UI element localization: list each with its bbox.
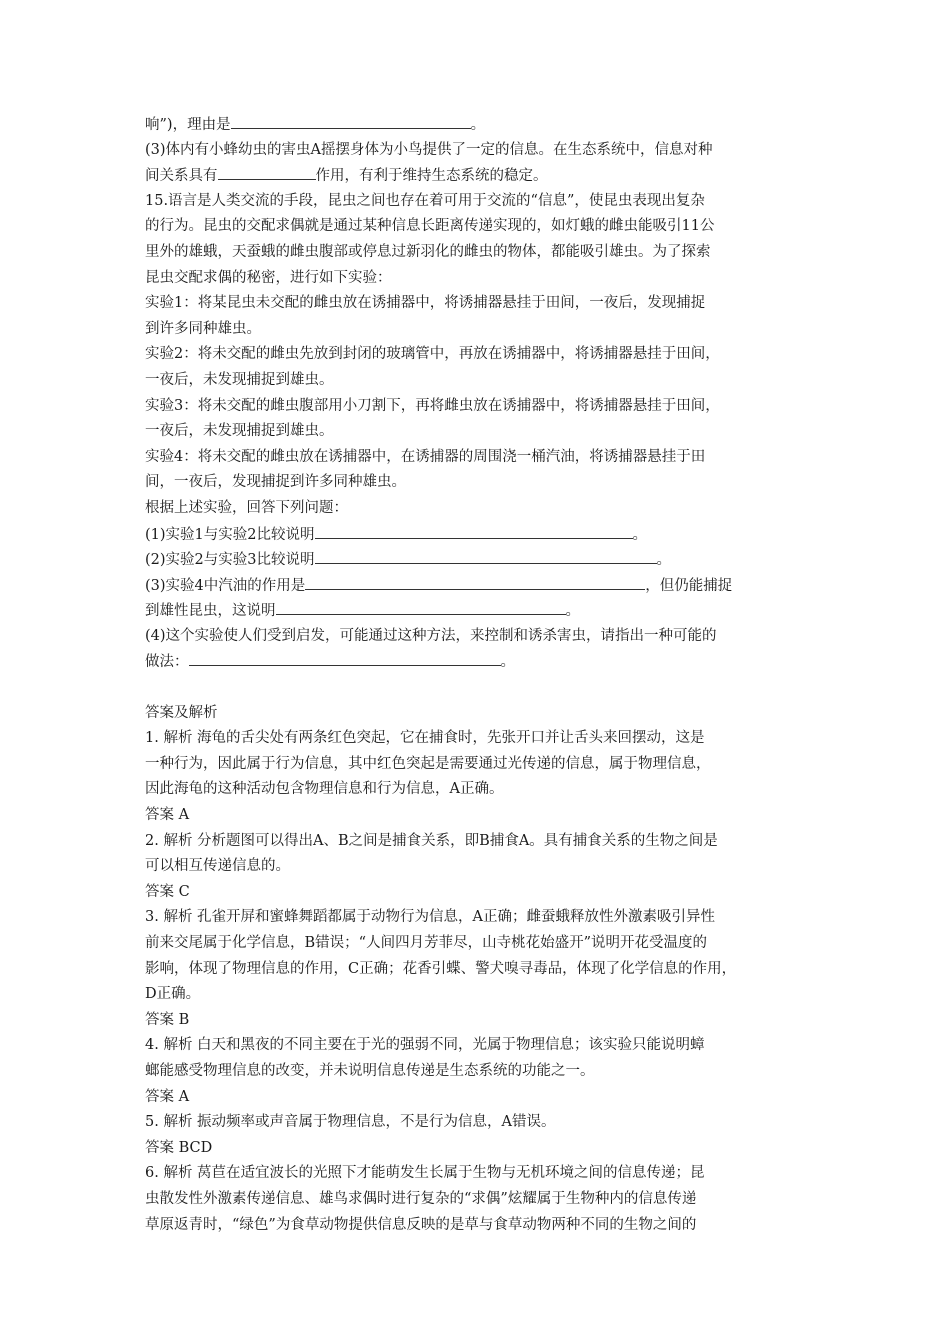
- text: 可以相互传递信息的。: [145, 858, 290, 875]
- text: 一夜后，未发现捕捉到雄虫。: [145, 423, 334, 440]
- text: 6. 解析 莴苣在适宜波长的光照下才能萌发生长属于生物与无机环境之间的信息传递；昆: [145, 1165, 705, 1182]
- text: D正确。: [145, 986, 201, 1003]
- question-line: [145, 419, 815, 445]
- text: 响”)，理由是: [145, 117, 231, 133]
- text: 4. 解析 白天和黑夜的不同主要在于光的强弱不同，光属于物理信息；该实验只能说明蟑: [145, 1037, 705, 1054]
- text: 实验4：将未交配的雌虫放在诱捕器中，在诱捕器的周围浇一桶汽油，将诱捕器悬挂于田: [145, 448, 706, 465]
- text: 影响，体现了物理信息的作用，C正确；花香引蝶、警犬嗅寻毒品，体现了化学信息的作用，: [145, 960, 737, 977]
- question-line: [145, 266, 815, 292]
- question-line: [145, 649, 815, 675]
- text: 因此海龟的这种活动包含物理信息和行为信息，A正确。: [145, 781, 504, 798]
- question-line: [145, 138, 815, 164]
- text: 。: [632, 526, 647, 543]
- text: 答案 A: [145, 1088, 190, 1105]
- answer-blank[interactable]: [315, 547, 657, 564]
- question-line: [145, 522, 815, 548]
- text: 螂能感受物理信息的改变，并未说明信息传递是生态系统的功能之一。: [145, 1062, 595, 1079]
- question-line: [145, 214, 815, 240]
- question-line: [145, 163, 815, 189]
- text: 作用，有利于维持生态系统的稳定。: [315, 168, 548, 185]
- text: 答案及解析: [145, 704, 218, 721]
- answer-line: [145, 1033, 815, 1059]
- text: 到许多同种雄虫。: [145, 320, 261, 337]
- text: 答案 BCD: [145, 1139, 213, 1156]
- answer-line: [145, 829, 815, 855]
- answer-line: [145, 777, 815, 803]
- answer-line: [145, 803, 815, 829]
- text: 。: [500, 654, 515, 671]
- text: (2)实验2与实验3比较说明: [145, 552, 315, 569]
- text: 间关系具有: [145, 168, 218, 185]
- question-line: [145, 342, 815, 368]
- answer-line: [145, 880, 815, 906]
- text: 实验3：将未交配的雌虫腹部用小刀割下，再将雌虫放在诱捕器中，将诱捕器悬挂于田间，: [145, 397, 720, 414]
- answer-line: [145, 1213, 815, 1239]
- text: 。: [565, 603, 580, 620]
- answer-blank[interactable]: [189, 649, 501, 666]
- text: 。: [470, 117, 486, 133]
- question-line: [145, 496, 815, 522]
- text: 做法：: [145, 654, 189, 671]
- text: 虫散发性外激素传递信息、雄鸟求偶时进行复杂的“求偶”炫耀属于生物种内的信息传递: [145, 1190, 697, 1207]
- text: 前来交尾属于化学信息，B错误；“人间四月芳菲尽，山寺桃花始盛开”说明开花受温度的: [145, 935, 707, 951]
- text: 答案 B: [145, 1011, 190, 1028]
- answer-line: [145, 1008, 815, 1034]
- answer-blank[interactable]: [218, 163, 316, 180]
- answer-line: [145, 726, 815, 752]
- question-line: [145, 189, 815, 215]
- answer-line: [145, 854, 815, 880]
- answer-line: [145, 1110, 815, 1136]
- text: 答案 A: [145, 807, 190, 824]
- text: 到雄性昆虫，这说明: [145, 603, 276, 620]
- text: ，但仍能捕捉: [645, 577, 733, 594]
- text: 间，一夜后，发现捕捉到许多同种雄虫。: [145, 474, 406, 491]
- text: 3. 解析 孔雀开屏和蜜蜂舞蹈都属于动物行为信息，A正确；雌蚕蛾释放性外激素吸引异性: [145, 909, 716, 926]
- answer-blank[interactable]: [315, 522, 633, 539]
- text: (3)实验4中汽油的作用是: [145, 577, 306, 594]
- text: 昆虫交配求偶的秘密，进行如下实验：: [145, 269, 392, 286]
- answer-line: [145, 982, 815, 1008]
- answer-line: [145, 1187, 815, 1213]
- text: 一种行为，因此属于行为信息，其中红色突起是需要通过光传递的信息，属于物理信息，: [145, 755, 711, 772]
- text: 一夜后，未发现捕捉到雄虫。: [145, 371, 334, 388]
- question-line: [145, 368, 815, 394]
- text: 5. 解析 振动频率或声音属于物理信息，不是行为信息，A错误。: [145, 1114, 556, 1131]
- text: 。: [656, 552, 671, 569]
- answer-line: [145, 1085, 815, 1111]
- text: 里外的雄蛾，天蚕蛾的雌虫腹部或停息过新羽化的雌虫的物体，都能吸引雄虫。为了探索: [145, 243, 711, 260]
- text: 实验2：将未交配的雌虫先放到封闭的玻璃管中，再放在诱捕器中，将诱捕器悬挂于田间，: [145, 346, 720, 363]
- answers-heading: [145, 701, 815, 727]
- text: 的行为。昆虫的交配求偶就是通过某种信息长距离传递实现的，如灯蛾的雌虫能吸引11公: [145, 218, 715, 235]
- question-line: [145, 573, 815, 599]
- answer-blank[interactable]: [276, 598, 566, 615]
- question-line: [145, 240, 815, 266]
- question-line: [145, 317, 815, 343]
- text: 15.语言是人类交流的手段，昆虫之间也存在着可用于交流的“信息”，使昆虫表现出复杂: [145, 192, 705, 209]
- answer-line: [145, 752, 815, 778]
- question-line: [145, 598, 815, 624]
- answer-blank[interactable]: [305, 573, 645, 590]
- text: 草原返青时，“绿色”为食草动物提供信息反映的是草与食草动物两种不同的生物之间的: [145, 1216, 697, 1233]
- document-page: [145, 112, 815, 1238]
- question-line: [145, 394, 815, 420]
- section-spacer: [145, 675, 815, 701]
- question-line: [145, 445, 815, 471]
- question-line: [145, 624, 815, 650]
- text: (3)体内有小蜂幼虫的害虫A摇摆身体为小鸟提供了一定的信息。在生态系统中，信息对种: [145, 141, 713, 158]
- answer-line: [145, 905, 815, 931]
- question-line: [145, 470, 815, 496]
- answer-line: [145, 957, 815, 983]
- text: 答案 C: [145, 883, 190, 900]
- text: 实验1：将某昆虫未交配的雌虫放在诱捕器中，将诱捕器悬挂于田间，一夜后，发现捕捉: [145, 295, 706, 312]
- answer-line: [145, 1136, 815, 1162]
- question-line: [145, 112, 815, 138]
- answer-blank[interactable]: [231, 112, 471, 129]
- answer-line: [145, 1161, 815, 1187]
- text: 2. 解析 分析题图可以得出A、B之间是捕食关系，即B捕食A。具有捕食关系的生物之间是: [145, 832, 718, 849]
- answer-line: [145, 1059, 815, 1085]
- text: (1)实验1与实验2比较说明: [145, 526, 315, 543]
- text: 1. 解析 海龟的舌尖处有两条红色突起，它在捕食时，先张开口并让舌头来回摆动，这是: [145, 730, 705, 747]
- text: (4)这个实验使人们受到启发，可能通过这种方法，来控制和诱杀害虫，请指出一种可能的: [145, 627, 717, 644]
- text: 根据上述实验，回答下列问题：: [145, 499, 348, 516]
- question-line: [145, 547, 815, 573]
- question-line: [145, 291, 815, 317]
- answer-line: [145, 931, 815, 957]
